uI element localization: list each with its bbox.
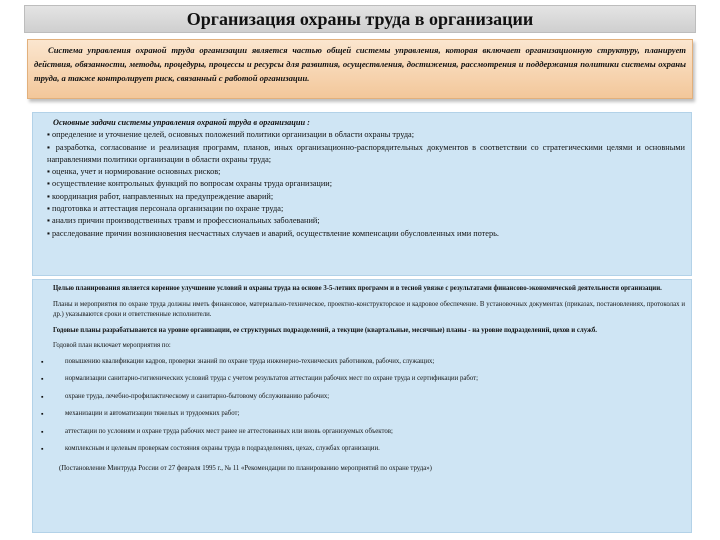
task-item: ▪ расследование причин возникновения несчастных случаев и аварий, осуществление компенсации обусловленных ими потерь. <box>47 228 500 238</box>
task-item: ▪ подготовка и аттестация персонала организации по охране труда; <box>47 204 284 214</box>
intro-text: Система управления охраной труда организации является частью общей системы управления, которая включает организационную структуру, планирует действия, обязанности, методы, процедуры, процессы и ресурсы для развития, осуществления, достижения, рассмотрения и поддержания политики системы охраны труда, а также контролирует риск, связанный с работой организации. <box>34 45 686 83</box>
intro-panel <box>27 39 693 99</box>
annual-plan-item: ▪ комплексным и целевым проверкам состояния охраны труда в подразделениях, цехах, службах организации. <box>41 445 380 453</box>
task-item: ▪ определение и уточнение целей, основных положений политики организации в области охраны труда; <box>47 130 415 140</box>
page-title: Организация охраны труда в организации <box>186 9 534 29</box>
planning-goal-text: Целью планирования является коренное улучшение условий и охраны труда на основе 3-5-летних программ и в тесной увязке с результатами финансово-экономической деятельности организации. <box>53 285 662 292</box>
annual-plan-item: ▪ аттестации по условиям и охране труда рабочих мест ранее не аттестованных или вновь организуемых объектов; <box>41 427 393 436</box>
annual-plan-item: ▪ повышению квалификации кадров, проверки знаний по охране труда инженерно-технических работников, рабочих, служащих; <box>41 357 435 366</box>
square-bullet-icon: ▪ <box>47 142 52 152</box>
tasks-panel <box>32 112 692 276</box>
annual-plan-item: ▪ механизации и автоматизации тяжелых и трудоемких работ; <box>41 410 240 418</box>
planning-panel <box>32 279 692 533</box>
square-bullet-icon: ▪ <box>41 392 44 401</box>
task-item: ▪ разработка, согласование и реализация программ, планов, иных организационно-распорядительных документов в соответствии со стратегическими целями и основными направлениями политики организации в области охраны труда; <box>47 142 685 164</box>
square-bullet-icon: ▪ <box>47 167 50 177</box>
square-bullet-icon: ▪ <box>47 179 50 189</box>
planning-levels-text: Годовые планы разрабатываются на уровне организации, ее структурных подразделений, а текущие (квартальные, месячные) планы - на уровне подразделений, цехов и служб. <box>53 326 597 334</box>
annual-plan-intro: Годовой план включает мероприятия по: <box>53 342 171 349</box>
square-bullet-icon: ▪ <box>41 375 44 383</box>
square-bullet-icon: ▪ <box>47 130 50 140</box>
square-bullet-icon: ▪ <box>41 445 44 453</box>
annual-plan-item: ▪ нормализации санитарно-гигиенических условий труда с учетом результатов аттестации рабочих мест по охране труда и сертификации работ; <box>41 375 479 383</box>
square-bullet-icon: ▪ <box>47 204 50 214</box>
square-bullet-icon: ▪ <box>47 228 50 238</box>
task-item: ▪ анализ причин производственных травм и профессиональных заболеваний; <box>47 216 320 226</box>
task-item: ▪ оценка, учет и нормирование основных рисков; <box>47 167 221 177</box>
page-title-bar <box>24 5 696 33</box>
square-bullet-icon: ▪ <box>41 410 44 418</box>
square-bullet-icon: ▪ <box>41 427 44 436</box>
square-bullet-icon: ▪ <box>41 357 44 366</box>
source-citation: (Постановление Минтруда России от 27 февраля 1995 г., № 11 «Рекомендации по планированию мероприятий по охране труда») <box>59 464 432 472</box>
square-bullet-icon: ▪ <box>47 216 50 226</box>
annual-plan-item: ▪ охране труда, лечебно-профилактическому и санитарно-бытовому обслуживанию рабочих; <box>41 392 330 401</box>
task-item: ▪ координация работ, направленных на предупреждение аварий; <box>47 191 274 201</box>
square-bullet-icon: ▪ <box>47 191 50 201</box>
planning-resources-text: Планы и мероприятия по охране труда должны иметь финансовое, материально-техническое, проектно-конструкторское и кадровое обеспечение. В установочных документах (приказах, постановлениях, протоколах и др.) указываются сроки и ответственные исполнители. <box>53 300 685 318</box>
tasks-heading: Основные задачи системы управления охраной труда в организации : <box>53 118 310 127</box>
task-item: ▪ осуществление контрольных функций по вопросам охраны труда организации; <box>47 179 333 189</box>
